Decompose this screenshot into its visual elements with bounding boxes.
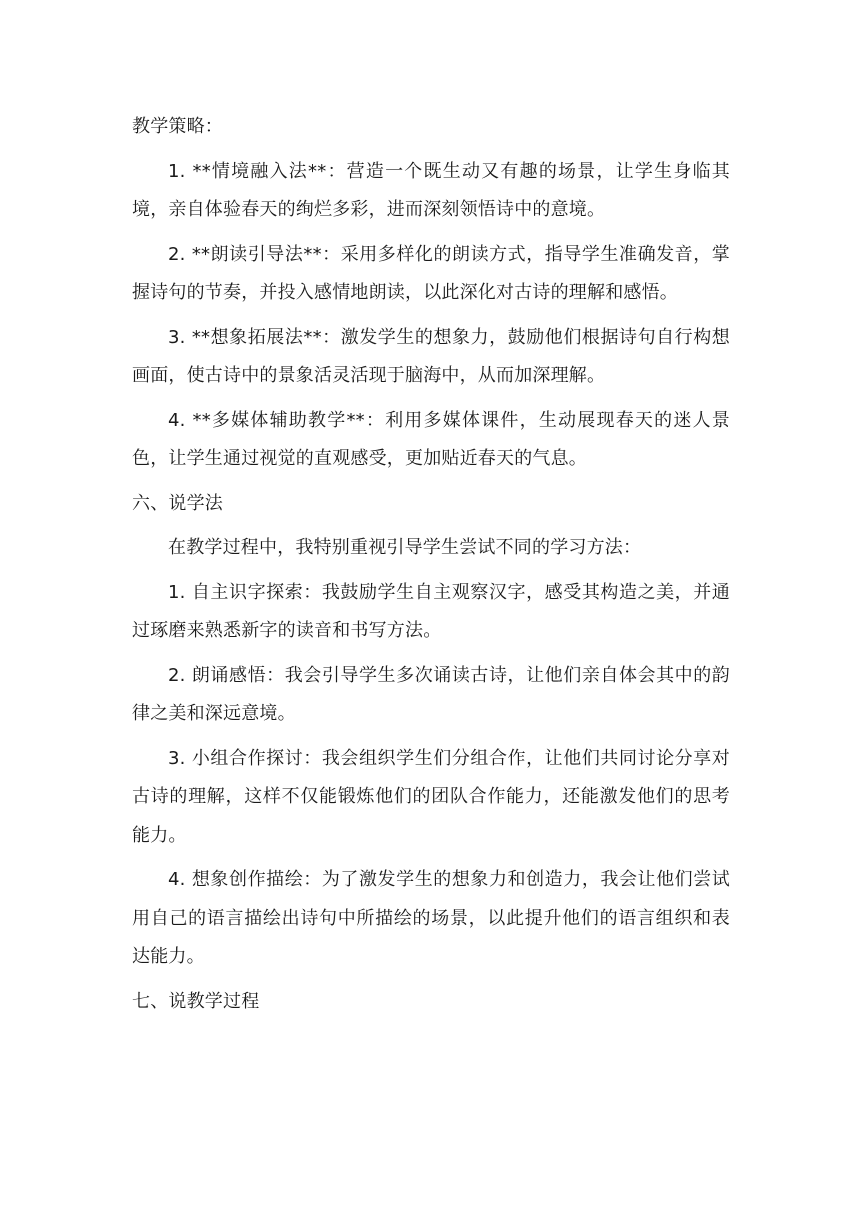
learning-method-item-3: 3. 小组合作探讨：我会组织学生们分组合作，让他们共同讨论分享对古诗的理解，这样不仅能锻炼他们的团队合作能力，还能激发他们的思考能力。 xyxy=(132,747,730,846)
section-heading-teaching-strategy: 教学策略： xyxy=(132,116,223,137)
strategy-item-3: 3. **想象拓展法**：激发学生的想象力，鼓励他们根据诗句自行构想画面，使古诗中的景象活灵活现于脑海中，从而加深理解。 xyxy=(132,326,730,386)
learning-method-item-4: 4. 想象创作描绘：为了激发学生的想象力和创造力，我会让他们尝试用自己的语言描绘出诗句中所描绘的场景，以此提升他们的语言组织和表达能力。 xyxy=(132,869,730,967)
strategy-item-4: 4. **多媒体辅助教学**：利用多媒体课件，生动展现春天的迷人景色，让学生通过视觉的直观感受，更加贴近春天的气息。 xyxy=(132,409,730,469)
learning-methods-intro: 在教学过程中，我特别重视引导学生尝试不同的学习方法： xyxy=(168,537,642,558)
document-body xyxy=(132,108,730,1027)
learning-method-item-2: 2. 朗诵感悟：我会引导学生多次诵读古诗，让他们亲自体会其中的韵律之美和深远意境。 xyxy=(132,664,730,724)
learning-method-item-1: 1. 自主识字探索：我鼓励学生自主观察汉字，感受其构造之美，并通过琢磨来熟悉新字的读音和书写方法。 xyxy=(132,581,730,641)
strategy-item-2: 2. **朗读引导法**：采用多样化的朗读方式，指导学生准确发音，掌握诗句的节奏，并投入感情地朗读，以此深化对古诗的理解和感悟。 xyxy=(132,243,730,303)
section-heading-teaching-process: 七、说教学过程 xyxy=(132,990,260,1012)
strategy-item-1: 1. **情境融入法**：营造一个既生动又有趣的场景，让学生身临其境，亲自体验春天的绚烂多彩，进而深刻领悟诗中的意境。 xyxy=(132,160,730,220)
section-heading-learning-methods: 六、说学法 xyxy=(132,492,223,514)
